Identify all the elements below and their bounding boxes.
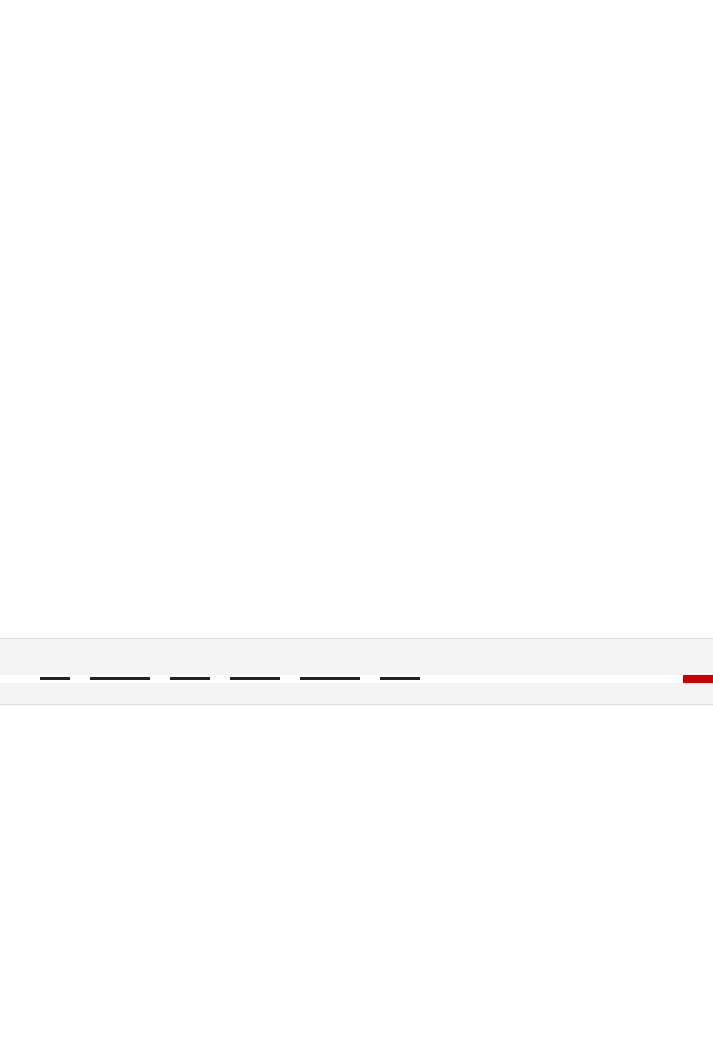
draw-details-table: [0, 683, 713, 787]
result-bar: [0, 638, 713, 676]
draw-history-list: [0, 788, 713, 1053]
details-header: [0, 683, 713, 705]
